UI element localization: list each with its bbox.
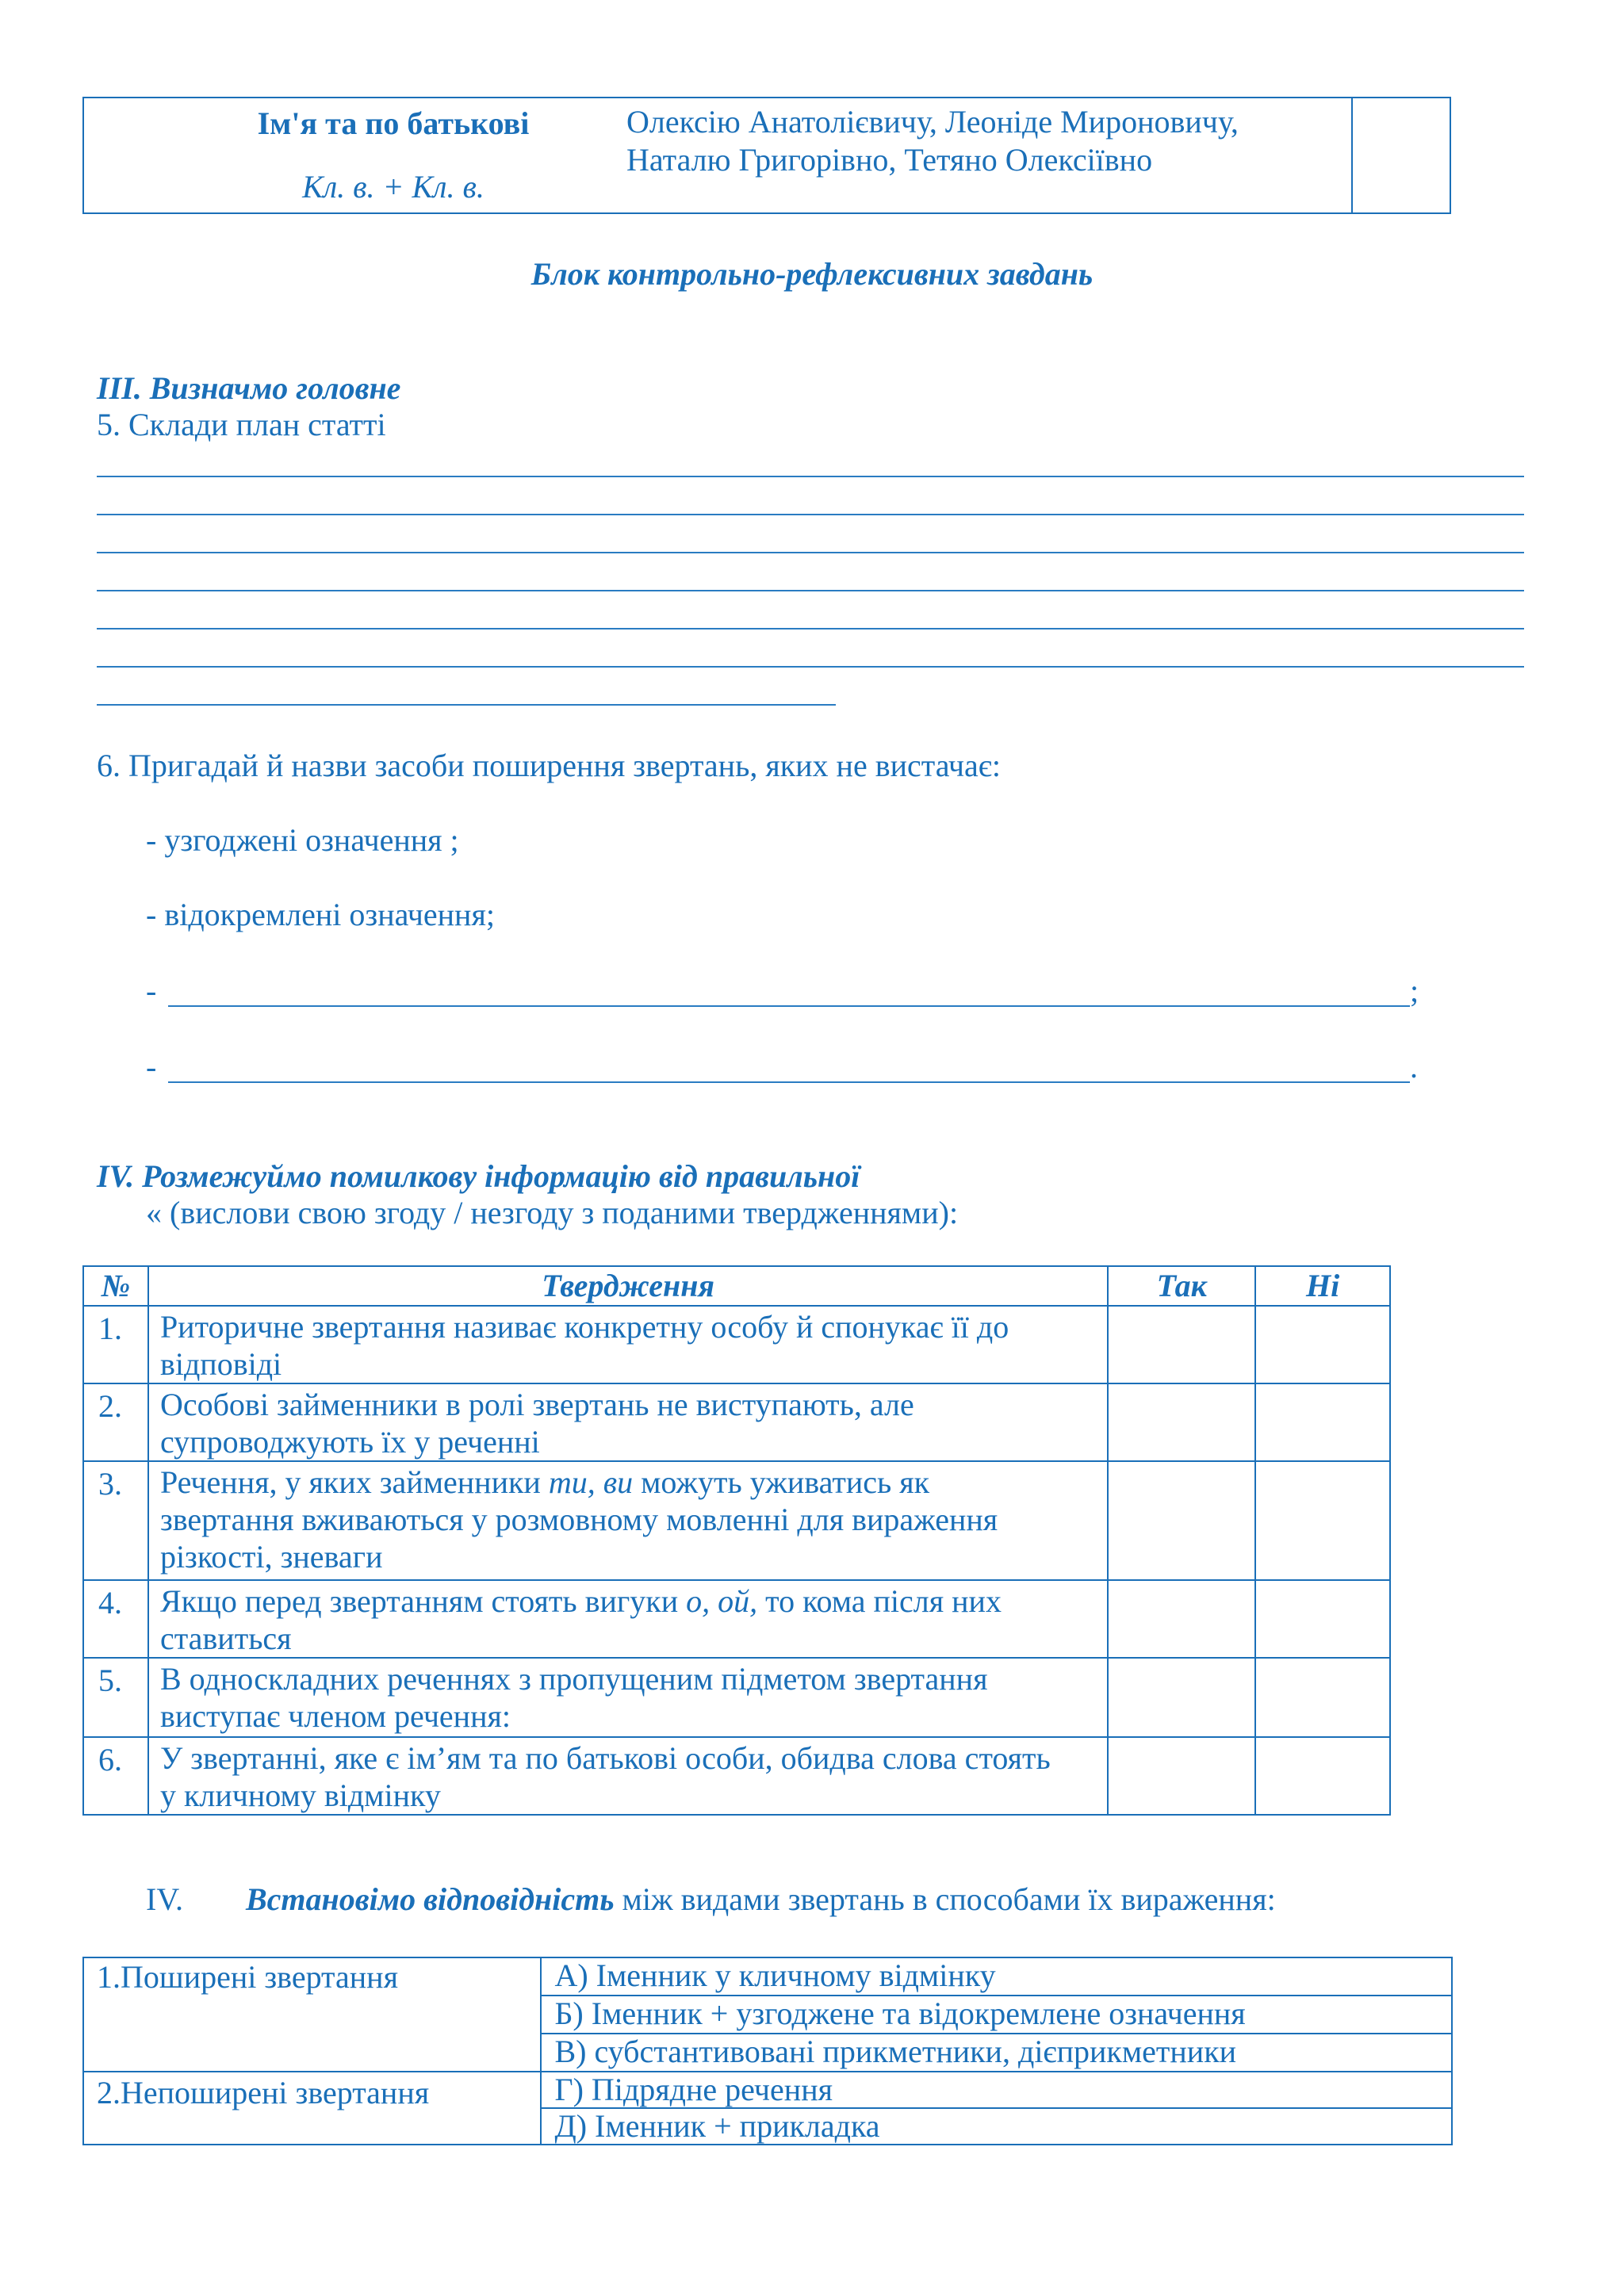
section4-title: IV. Розмежуймо помилкову інформацію від правильної (97, 1158, 860, 1194)
match-option-b: Б) Іменник + узгоджене та відокремлене означення (554, 1996, 1246, 2031)
name-table-title: Ім'я та по батькові (257, 105, 530, 141)
task6-text: 6. Пригадай й назви засоби поширення звертань, яких не вистачає: (97, 748, 1002, 783)
section3-title: ІІІ. Визначмо головне (97, 370, 401, 406)
answer-no-cell[interactable] (1255, 1737, 1390, 1815)
row-number: 4. (98, 1585, 122, 1621)
table-row (83, 1658, 1390, 1737)
row-number: 5. (98, 1663, 122, 1698)
block-title: Блок контрольно-рефлексивних завдань (530, 256, 1094, 292)
task5-text: 5. Склади план статті (97, 407, 386, 442)
statements-table (82, 1265, 1391, 1816)
match-option-e: Д) Іменник + прикладка (554, 2108, 880, 2144)
task6-blank-4-line[interactable] (168, 1081, 1410, 1083)
match-option-a: А) Іменник у кличному відмінку (554, 1957, 996, 1993)
row-number: 1. (98, 1311, 122, 1346)
match-option-c: В) субстантивовані прикметники, дієприкметники (554, 2034, 1237, 2069)
plan-line[interactable] (97, 552, 1524, 553)
task6-blank-3-prefix: - (146, 973, 157, 1008)
task6-blank-4-prefix: - (146, 1049, 157, 1085)
section5-title: Встановімо відповідність між видами звертань в способами їх вираження: (246, 1881, 1276, 1917)
statements-header-row (83, 1266, 1390, 1306)
answer-yes-cell[interactable] (1108, 1306, 1255, 1383)
plan-line[interactable] (97, 628, 1524, 629)
answer-yes-cell[interactable] (1108, 1461, 1255, 1580)
match-left-2: 2.Непоширені звертання (97, 2075, 430, 2110)
task6-item-2: - відокремлені означення; (146, 897, 495, 932)
table-row (83, 1580, 1390, 1658)
plan-line[interactable] (97, 476, 1524, 477)
table-row (83, 1306, 1390, 1383)
header-yes: Так (1108, 1266, 1255, 1306)
plan-line[interactable] (97, 590, 1524, 591)
statement-text: Речення, у яких займенники ти, ви можуть уживатись як звертання вживаються у розмовному мовленні для вираження різкості, зневаги (159, 1464, 998, 1575)
task6-item-1: - узгоджені означення ; (146, 822, 459, 858)
row-number: 3. (98, 1466, 122, 1502)
answer-no-cell[interactable] (1255, 1461, 1390, 1580)
matching-table (82, 1957, 1453, 2145)
answer-yes-cell[interactable] (1108, 1658, 1255, 1737)
statement-text: В односкладних реченнях з пропущеним підметом звертання виступає членом речення: (159, 1661, 988, 1734)
task6-blank-3-line[interactable] (168, 1005, 1410, 1007)
table-row (83, 2072, 1452, 2108)
answer-yes-cell[interactable] (1108, 1737, 1255, 1815)
answer-yes-cell[interactable] (1108, 1580, 1255, 1658)
table-row (83, 1737, 1390, 1815)
answer-no-cell[interactable] (1255, 1580, 1390, 1658)
match-option-d: Г) Підрядне речення (554, 2072, 833, 2107)
plan-line[interactable] (97, 704, 836, 706)
names-line-2: Наталю Григорівно, Тетяно Олексіївно (626, 142, 1153, 178)
name-table (82, 97, 1451, 214)
name-table-formula: Кл. в. + Кл. в. (302, 169, 485, 205)
table-row (83, 1461, 1390, 1580)
table-row (83, 1957, 1452, 1996)
statement-text: Риторичне звертання називає конкретну особу й спонукає її до відповіді (159, 1309, 1009, 1382)
header-num: № (83, 1266, 148, 1306)
row-number: 6. (98, 1742, 122, 1777)
names-line-1: Олексію Анатолієвичу, Леоніде Мироновичу, (626, 104, 1239, 140)
answer-no-cell[interactable] (1255, 1306, 1390, 1383)
header-no: Ні (1255, 1266, 1390, 1306)
task6-blank-3-suffix: ; (1410, 973, 1419, 1008)
table-row (83, 1383, 1390, 1461)
section5-number: IV. (146, 1881, 184, 1917)
answer-no-cell[interactable] (1255, 1383, 1390, 1461)
plan-line[interactable] (97, 666, 1524, 668)
statement-text: Особові займенники в ролі звертань не виступають, але супроводжують їх у реченні (159, 1387, 914, 1460)
answer-yes-cell[interactable] (1108, 1383, 1255, 1461)
name-table-divider (1351, 98, 1353, 212)
match-left-1: 1.Поширені звертання (97, 1959, 398, 1995)
plan-line[interactable] (97, 514, 1524, 515)
statement-text: У звертанні, яке є ім’ям та по батькові особи, обидва слова стоять у кличному відмінку (159, 1740, 1051, 1813)
section4-subtitle: « (вислови свою згоду / незгоду з поданими твердженнями): (146, 1195, 959, 1230)
answer-no-cell[interactable] (1255, 1658, 1390, 1737)
statement-text: Якщо перед звертанням стоять вигуки о, ой, то кома після них ставиться (159, 1583, 1002, 1656)
task6-blank-4-suffix: . (1410, 1049, 1418, 1085)
row-number: 2. (98, 1388, 122, 1424)
header-statement: Твердження (148, 1266, 1108, 1306)
